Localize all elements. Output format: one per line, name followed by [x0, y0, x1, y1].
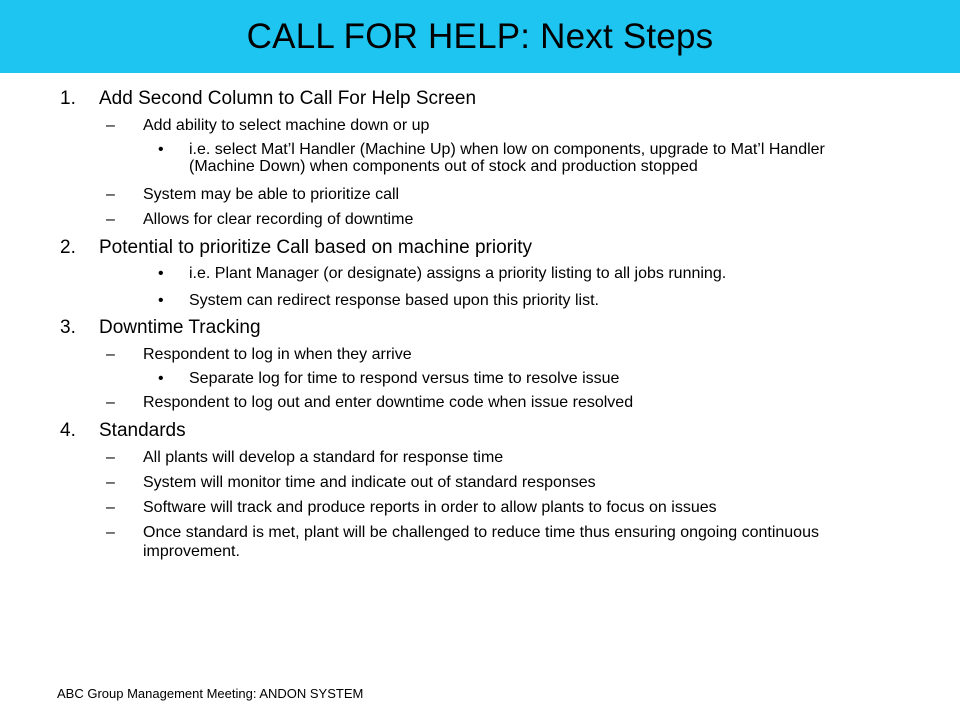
- list-item-text: Once standard is met, plant will be challenged to reduce time thus ensuring ongoing continuous improvement.: [143, 524, 819, 560]
- dash-marker: –: [106, 499, 115, 516]
- list-item-text: Respondent to log out and enter downtime code when issue resolved: [143, 394, 634, 411]
- list-item-text: Separate log for time to respond versus time to resolve issue: [189, 370, 620, 387]
- dash-marker: –: [106, 211, 115, 228]
- slide-body: [0, 80, 960, 561]
- bullet-icon: •: [158, 141, 164, 158]
- slide-footer: ABC Group Management Meeting: ANDON SYSTEM: [57, 686, 364, 701]
- list-item: [0, 498, 843, 517]
- list-item: [0, 393, 843, 412]
- list-item-text: i.e. select Mat’l Handler (Machine Up) when low on components, upgrade to Mat’l Handler (Machine Down) when components out of stock and production stopped: [189, 141, 825, 175]
- list-item: [0, 292, 879, 309]
- dash-marker: –: [106, 346, 115, 363]
- section-heading: [0, 88, 879, 110]
- section-number: 4.: [60, 420, 76, 441]
- section-heading-text: Potential to prioritize Call based on machine priority: [99, 237, 532, 258]
- section-number: 2.: [60, 237, 76, 258]
- dash-marker: –: [106, 117, 115, 134]
- section-heading-text: Downtime Tracking: [99, 317, 261, 338]
- list-item: [0, 473, 843, 492]
- bullet-icon: •: [158, 370, 164, 387]
- list-item-text: System will monitor time and indicate out of standard responses: [143, 474, 596, 491]
- section-heading-text: Add Second Column to Call For Help Screen: [99, 88, 477, 109]
- section-heading: [0, 420, 879, 442]
- bullet-icon: •: [158, 265, 164, 282]
- list-item: [0, 116, 843, 135]
- list-item-text: Add ability to select machine down or up: [143, 117, 430, 134]
- dash-marker: –: [106, 474, 115, 491]
- dash-marker: –: [106, 449, 115, 466]
- list-item: [0, 345, 843, 364]
- section-number: 1.: [60, 88, 76, 109]
- list-item-text: System can redirect response based upon this priority list.: [189, 292, 599, 309]
- list-item-text: Respondent to log in when they arrive: [143, 346, 412, 363]
- dash-marker: –: [106, 186, 115, 203]
- list-item-text: Allows for clear recording of downtime: [143, 211, 414, 228]
- list-item: [0, 523, 843, 561]
- list-item-text: All plants will develop a standard for response time: [143, 449, 504, 466]
- list-item: [0, 448, 843, 467]
- dash-marker: –: [106, 394, 115, 411]
- list-item: [0, 141, 879, 175]
- list-item: [0, 265, 879, 282]
- dash-marker: –: [106, 524, 115, 541]
- list-item-text: i.e. Plant Manager (or designate) assigns a priority listing to all jobs running.: [189, 265, 727, 282]
- section-heading-text: Standards: [99, 420, 186, 441]
- slide-title: CALL FOR HELP: Next Steps: [246, 16, 714, 56]
- bullet-icon: •: [158, 292, 164, 309]
- list-item-text: System may be able to prioritize call: [143, 186, 400, 203]
- list-item-text: Software will track and produce reports in order to allow plants to focus on issues: [143, 499, 717, 516]
- list-item: [0, 185, 843, 204]
- title-bar: [0, 0, 960, 73]
- list-item: [0, 370, 879, 387]
- section-number: 3.: [60, 317, 76, 338]
- list-item: [0, 210, 843, 229]
- section-heading: [0, 317, 879, 339]
- section-heading: [0, 237, 879, 259]
